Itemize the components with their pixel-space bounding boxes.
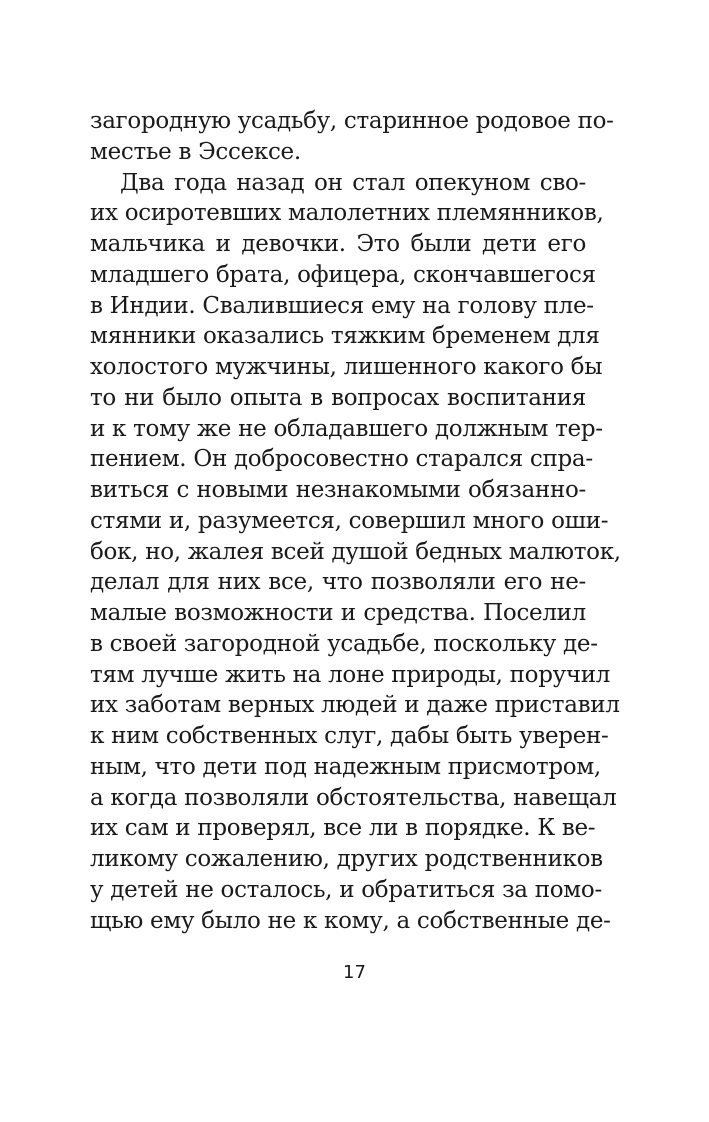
text-line: к ним собственных слуг, дабы быть уверен- [90,723,609,749]
text-line: в своей загородной усадьбе, поскольку де- [90,630,598,657]
text-line: местье в Эссексе. [90,138,301,165]
text-line: загородную усадьбу, старинное родовое по- [90,108,614,134]
text-line: малые возможности и средства. Поселил [90,600,586,626]
text-line: пением. Он добросовестно старался спра- [90,446,593,473]
text-line: мянники оказались тяжким бременем для [90,323,600,350]
text-line: а когда позволяли обстоятельства, навещал [90,784,617,811]
text-line: ликому сожалению, других родственников [90,846,603,872]
body-text [90,106,621,936]
text-line: виться с новыми незнакомыми обязанно- [90,477,586,503]
text-line: и к тому же не обладавшего должным тер- [90,415,603,442]
text-line: младшего брата, офицера, скончавшегося [90,261,596,288]
text-line: холостого мужчины, лишенного какого бы [90,354,603,380]
text-line: их сам и проверял, все ли в порядке. К ве- [90,815,596,842]
text-line: в Индии. Свалившиеся ему на голову пле- [90,292,594,319]
text-line: делал для них все, что позволяли его не- [90,569,586,596]
text-line: Два года назад он стал опекуном сво- [120,169,586,196]
text-line: их осиротевших малолетних племянников, [90,200,604,227]
text-line: щью ему было не к кому, а собственные де- [90,907,611,934]
text-line: мальчика и девочки. Это были дети его [90,231,586,257]
text-line: ным, что дети под надежным присмотром, [90,753,601,780]
page-number: 17 [343,962,366,983]
text-line: стями и, разумеется, совершил много оши- [90,507,609,534]
text-line: их заботам верных людей и даже приставил [90,692,620,719]
text-line: то ни было опыта в вопросах воспитания [90,384,586,411]
text-line: тям лучше жить на лоне природы, поручил [90,661,611,688]
text-line: у детей не осталось, и обратиться за помо- [90,876,602,903]
text-line: бок, но, жалея всей душой бедных малюток, [90,538,621,565]
